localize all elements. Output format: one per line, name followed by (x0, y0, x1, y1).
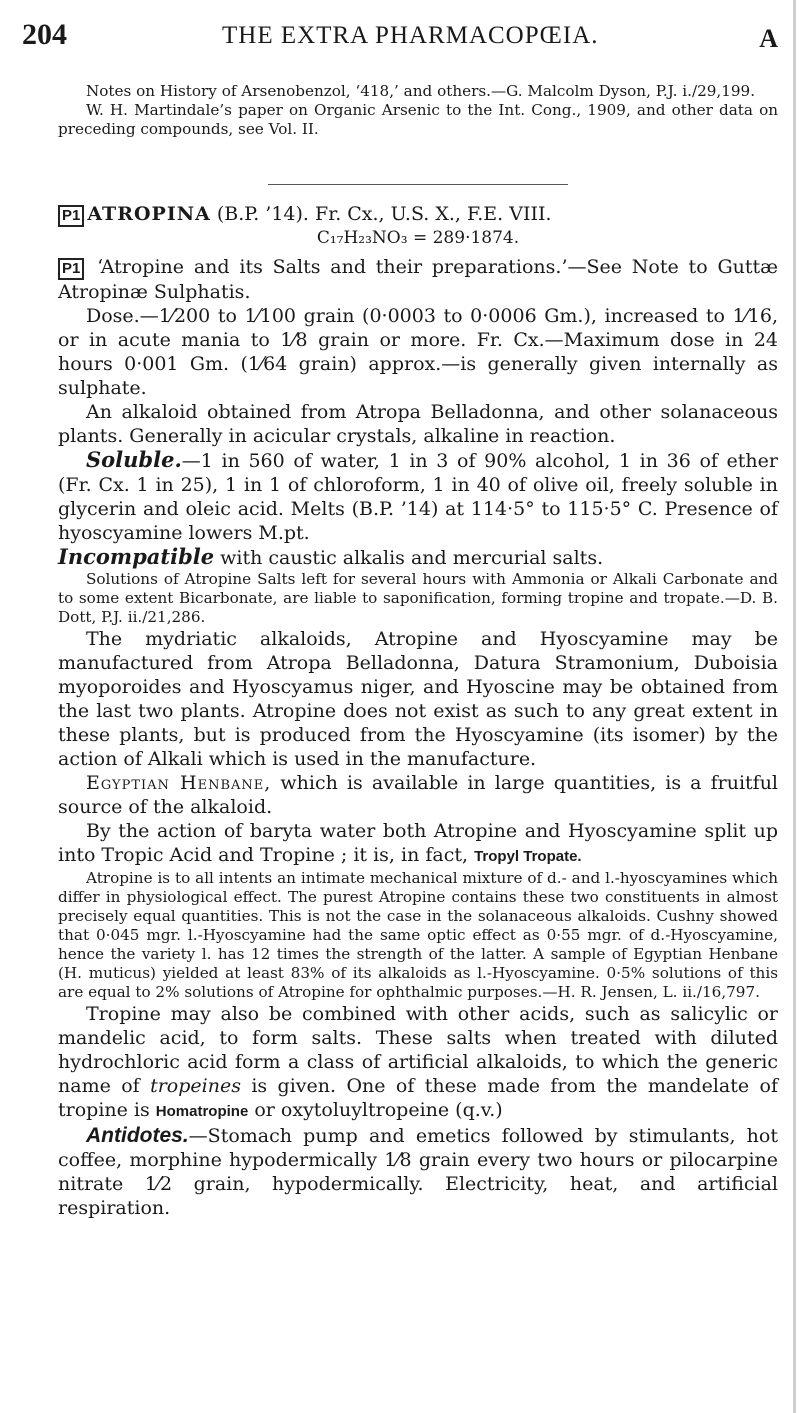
section-letter: A (759, 24, 778, 53)
description-paragraph: An alkaloid obtained from Atropa Belladonna, and other solanaceous plants. Generally in acicular crystals, alkaline in reaction. (58, 401, 778, 447)
egyptian-henbane-label: Egyptian Henbane, (86, 772, 272, 794)
note-arsenobenzol: Notes on History of Arsenobenzol, ‘418,’ and others.—G. Malcolm Dyson, P.J. i./29,199. (86, 82, 756, 100)
intimate-mixture-note: Atropine is to all intents an intimate mechanical mixture of d.- and l.-hyoscyamines which differ in physiological effect. The purest Atropine contains these two constituents in almost precisely equal quantities. This is not the case in the solanaceous alkaloids. Cushny showed that 0·045 mgr. l.-Hyoscyamine had the same optic effect as 0·55 mgr. of d.-Hyoscyamine, hence the variety l. has 12 times the strength of the latter. A sample of Egyptian Henbane (H. muticus) yielded at least 83% of its alkaloids as l.-Hyoscyamine. 0·5% solutions of this are equal to 2% solutions of Atropine for ophthalmic purposes.—H. R. Jensen, L. ii./16,797. (58, 869, 778, 1001)
entry-name: ATROPINA (87, 203, 211, 225)
divider-wrap (58, 162, 778, 203)
chemical-formula: C₁₇H₂₃NO₃ = 289·1874. (316, 228, 520, 248)
solutions-note: Solutions of Atropine Salts left for several hours with Ammonia or Alkali Carbonate and to some extent Bicarbonate, are liable to saponification, forming tropine and tropate.—D. B. Dott, P.J. ii./21,286. (58, 570, 778, 626)
entry-marker: P1 (58, 205, 84, 227)
tropine-paragraph (58, 1002, 778, 1124)
see-note-text: ‘Atropine and its Salts and their preparations.’—See Note to Guttæ Atropinæ Sulphatis. (58, 256, 778, 303)
see-note (58, 255, 778, 304)
page-number: 204 (22, 18, 67, 51)
page-header (22, 18, 778, 58)
egyptian-henbane-paragraph (58, 771, 778, 819)
baryta-paragraph (58, 819, 778, 869)
atropina-entry (58, 202, 778, 1220)
antidotes-label: Antidotes. (86, 1124, 189, 1147)
antidotes-paragraph (58, 1124, 778, 1220)
antidotes-text: —Stomach pump and emetics followed by stimulants, hot coffee, morphine hypodermically 1⁄8 grain every two hours or pilocarpine nitrate 1⁄2 grain, hypodermically. Electricity, heat, and artificial respiration. (58, 1125, 778, 1219)
note-martindale: W. H. Martindale’s paper on Organic Arsenic to the Int. Cong., 1909, and other data on preceding compounds, see Vol. II. (58, 101, 778, 138)
soluble-text: —1 in 560 of water, 1 in 3 of 90% alcohol, 1 in 36 of ether (Fr. Cx. 1 in 25), 1 in 1 of chloroform, 1 in 40 of olive oil, freely soluble in glycerin and oleic acid. Melts (B.P. ’14) at 114·5° to 115·5° C. Presence of hyoscyamine lowers M.pt. (58, 450, 778, 544)
tropyl-tropate: Tropyl Tropate. (474, 848, 582, 865)
tropine-text-3: or oxytoluyltropeine (q.v.) (248, 1099, 503, 1121)
tropine-text-2: is given. One of these made from the mandelate of tropine is (58, 1075, 778, 1121)
incompatible-label: Incompatible (58, 544, 215, 569)
soluble-label: Soluble. (86, 447, 182, 472)
notes-block (58, 82, 778, 139)
entry-title (58, 202, 778, 227)
incompatible-text: with caustic alkalis and mercurial salts. (214, 547, 604, 569)
section-divider (268, 184, 568, 185)
see-note-marker: P1 (58, 258, 84, 280)
homatropine-term: Homatropine (155, 1103, 249, 1120)
tropine-text-1: Tropine may also be combined with other acids, such as salicylic or mandelic acid, to form salts. These salts when treated with diluted hydrochloric acid form a class of artificial alkaloids, to which the generic name of (58, 1003, 778, 1097)
egyptian-henbane-text: which is available in large quantities, is a fruitful source of the alkaloid. (58, 772, 779, 818)
tropeines-term: tropeines (150, 1075, 241, 1097)
entry-refs: (B.P. ’14). Fr. Cx., U.S. X., F.E. VIII. (216, 203, 552, 225)
baryta-text: By the action of baryta water both Atropine and Hyoscyamine split up into Tropic Acid and Tropine ; it is, in fact, (58, 820, 778, 866)
running-title: THE EXTRA PHARMACOPŒIA. (222, 22, 599, 49)
incompatible-paragraph (58, 545, 778, 570)
page-edge (793, 0, 796, 1413)
soluble-paragraph (58, 448, 778, 545)
mydriatic-paragraph: The mydriatic alkaloids, Atropine and Hyoscyamine may be manufactured from Atropa Belladonna, Datura Stramonium, Duboisia myoporoides and Hyoscyamus niger, and Hyoscine may be obtained from the last two plants. Atropine does not exist as such to any great extent in these plants, but is produced from the Hyoscyamine (its isomer) by the action of Alkali which is used in the manufacture. (58, 628, 778, 770)
dose-paragraph: Dose.—1⁄200 to 1⁄100 grain (0·0003 to 0·0006 Gm.), increased to 1⁄16, or in acute mania to 1⁄8 grain or more. Fr. Cx.—Maximum dose in 24 hours 0·001 Gm. (1⁄64 grain) approx.—is generally given internally as sulphate. (58, 305, 778, 399)
